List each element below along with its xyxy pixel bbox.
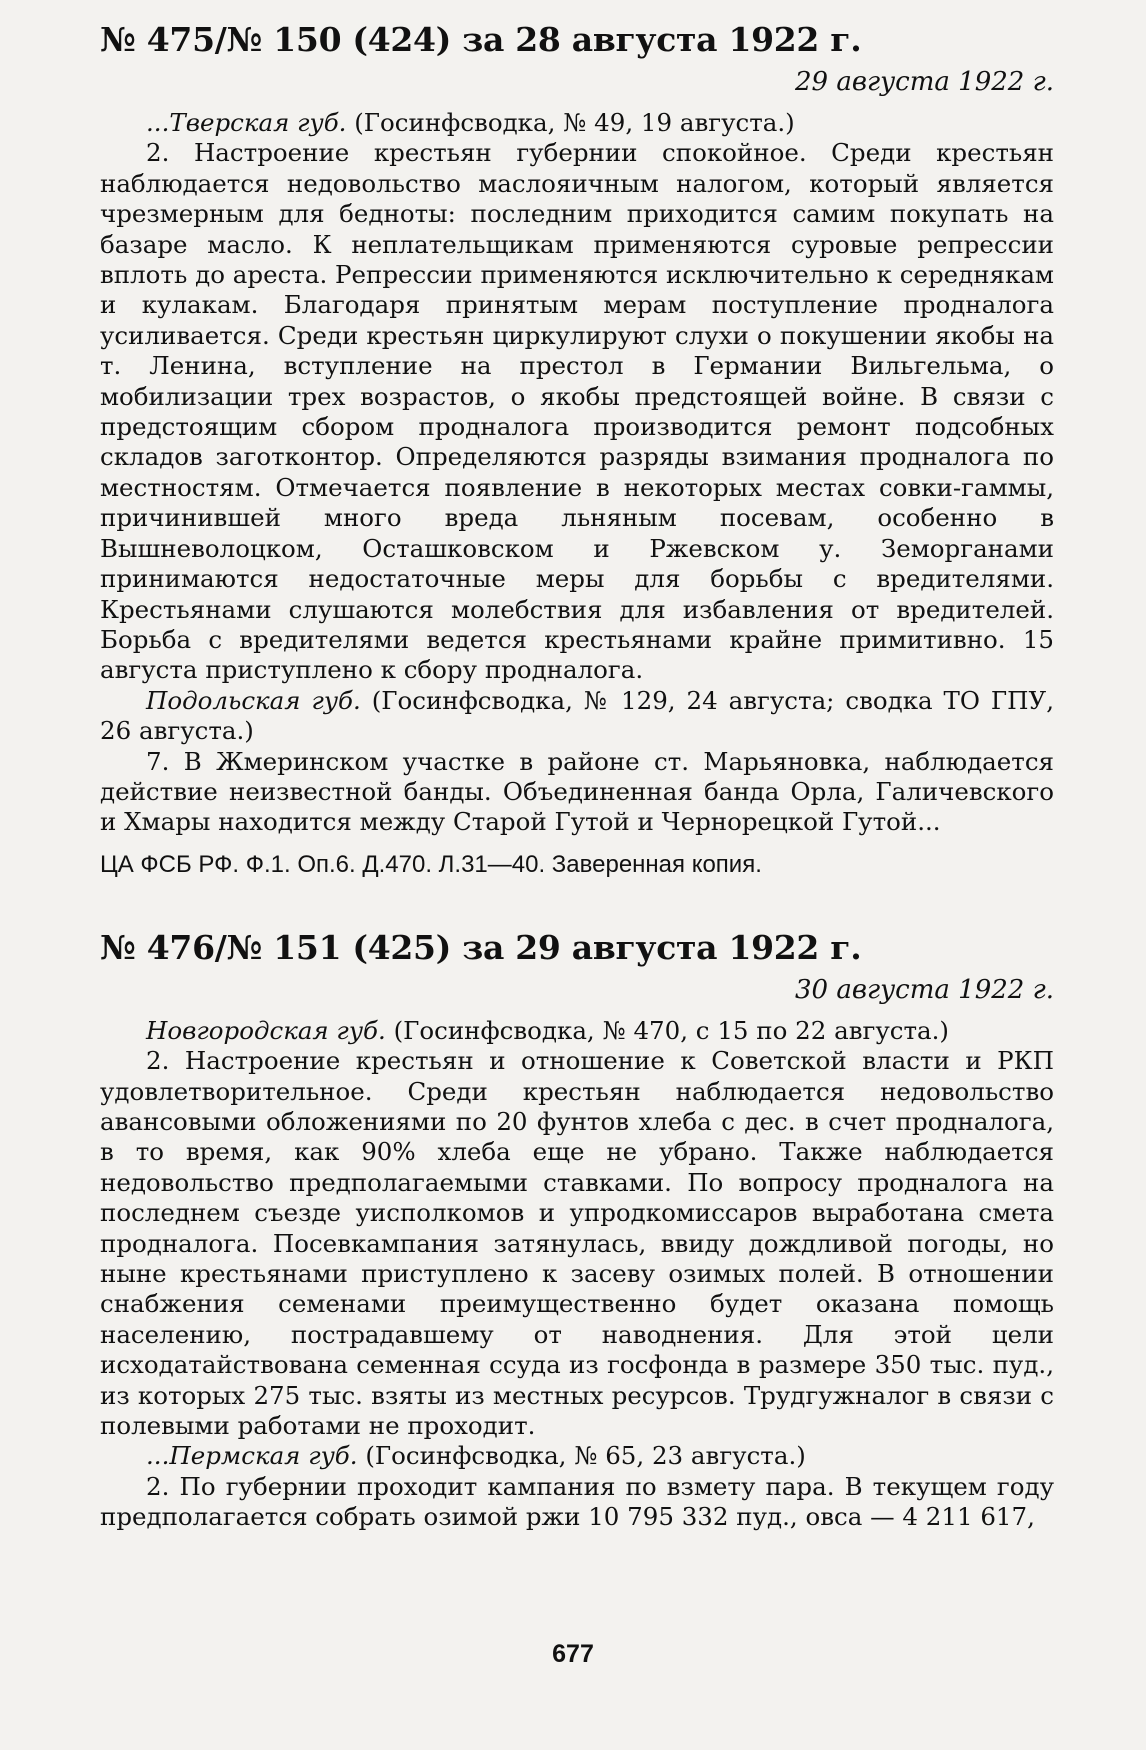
- source-region: ...Тверская губ.: [146, 108, 347, 137]
- report-paragraph: 2. Настроение крестьян губернии спокойное. Среди крестьян наблюдается недовольство маслояичным налогом, который является чрезмерным для бедноты: последним приходится самим покупать на базаре масло. К неплательщикам применяются суровые репрессии вплоть до ареста. Репрессии применяются исключительно к середнякам и кулакам. Благодаря принятым мерам поступление продналога усиливается. Среди крестьян циркулируют слухи о покушении якобы на т. Ленина, вступление на престол в Германии Вильгельма, о мобилизации трех возрастов, о якобы предстоящей войне. В связи с предстоящим сбором продналога производится ремонт подсобных складов заготконтор. Определяются разряды взимания продналога по местностям. Отмечается появление в некоторых местах совки-гаммы, причинившей много вреда льняным посевам, особенно в Вышневолоцком, Осташковском и Ржевском у. Земорганами принимаются недостаточные меры для борьбы с вредителями. Крестьянами слушаются молебствия для избавления от вредителей. Борьба с вредителями ведется крестьянами крайне примитивно. 15 августа приступлено к сбору продналога.: [100, 138, 1054, 685]
- source-region: Новгородская губ.: [146, 1015, 386, 1045]
- source-reference: (Госинфсводка, № 65, 23 августа.): [357, 1441, 806, 1471]
- document-475: [100, 18, 1054, 882]
- document-date: 29 августа 1922 г.: [794, 67, 1054, 97]
- source-line: [100, 108, 1054, 138]
- source-reference: (Госинфсводка, № 49, 19 августа.): [346, 108, 795, 137]
- source-region: ...Пермская губ.: [146, 1441, 358, 1471]
- archive-reference: ЦА ФСБ РФ. Ф.1. Оп.6. Д.470. Л.31—40. Заверенная копия.: [100, 850, 762, 878]
- page-number: 677: [552, 1640, 594, 1668]
- document-heading: № 475/№ 150 (424) за 28 августа 1922 г.: [100, 20, 862, 59]
- source-line: [100, 686, 1054, 747]
- source-reference: (Госинфсводка, № 470, с 15 по 22 августа.): [385, 1015, 949, 1045]
- report-paragraph: 2. Настроение крестьян и отношение к Советской власти и РКП удовлетворительное. Среди крестьян наблюдается недовольство авансовыми обложениями по 20 фунтов хлеба с дес. в счет продналога, в то время, как 90% хлеба еще не убрано. Также наблюдается недовольство предполагаемыми ставками. По вопросу продналога на последнем съезде уисполкомов и упродкомиссаров выработана смета продналога. Посевкампания затянулась, ввиду дождливой погоды, но ныне крестьянами приступлено к засеву озимых полей. В отношении снабжения семенами преимущественно будет оказана помощь населению, пострадавшему от наводнения. Для этой цели исходатайствована семенная ссуда из госфонда в размере 350 тыс. пуд., из которых 275 тыс. взяты из местных ресурсов. Трудгужналог в связи с полевыми работами не проходит.: [100, 1046, 1054, 1441]
- source-line: [100, 1016, 1054, 1046]
- document-date: 30 августа 1922 г.: [794, 974, 1054, 1005]
- document-476: [100, 926, 1054, 1533]
- report-paragraph: 2. По губернии проходит кампания по взмету пара. В текущем году предполагается собрать озимой ржи 10 795 332 пуд., овса — 4 211 617,: [100, 1471, 1054, 1532]
- document-heading: № 476/№ 151 (425) за 29 августа 1922 г.: [100, 927, 862, 967]
- report-paragraph: 7. В Жмеринском участке в районе ст. Марьяновка, наблюдается действие неизвестной банды. Объединенная банда Орла, Галичевского и Хмары находится между Старой Гутой и Чернорецкой Гутой...: [100, 746, 1054, 837]
- source-line: [100, 1441, 1054, 1471]
- source-reference: (Госинфсводка, № 129, 24 августа; сводка ТО ГПУ, 26 августа.): [100, 685, 1054, 746]
- source-region: Подольская губ.: [146, 685, 361, 715]
